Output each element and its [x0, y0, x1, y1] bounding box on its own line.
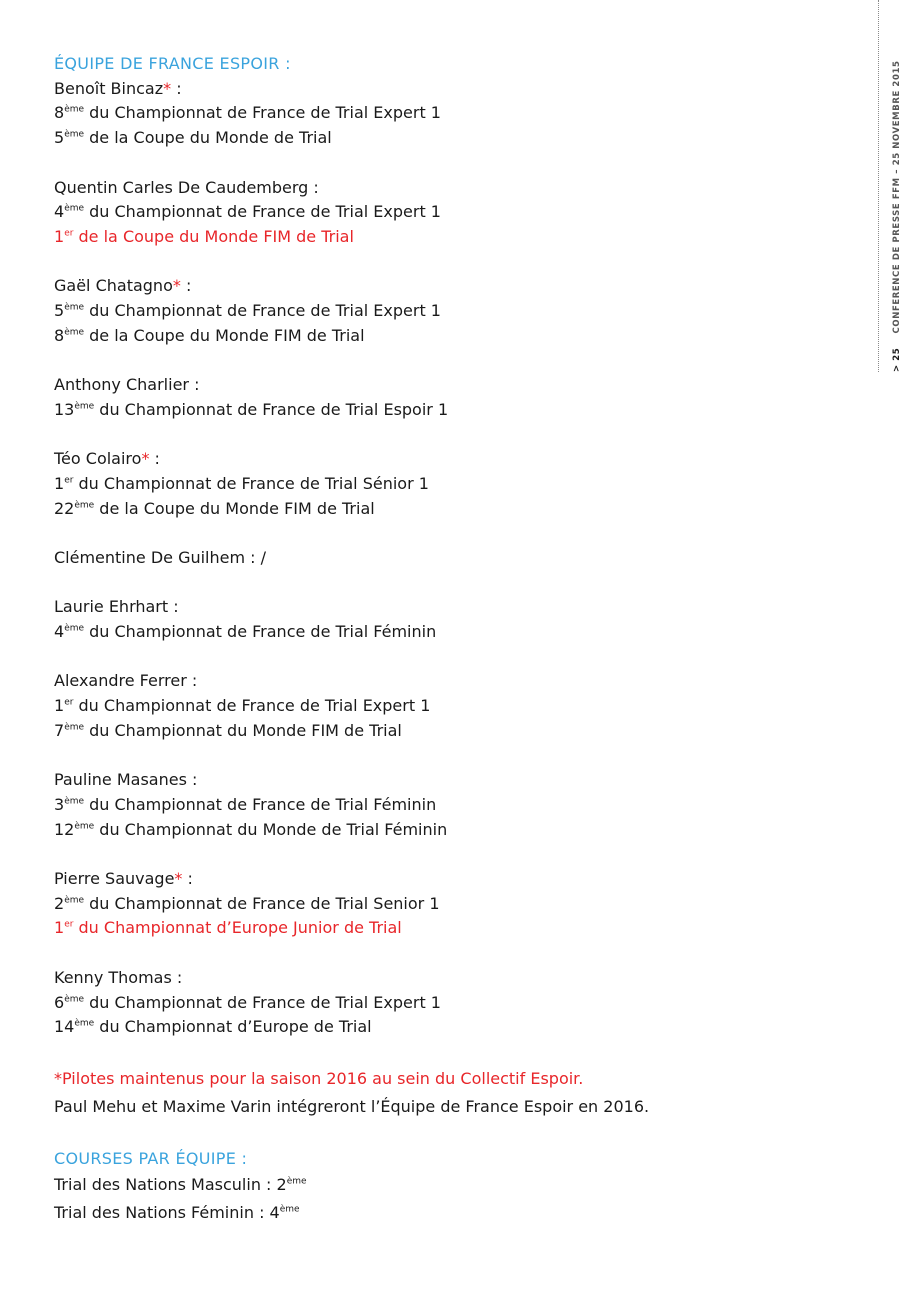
rider-name: Laurie Ehrhart: [54, 597, 169, 617]
rider-block: [54, 546, 834, 571]
rider-name-line: [54, 546, 834, 571]
sidebar-label: [892, 61, 902, 372]
rider-result: 7ème du Championnat du Monde FIM de Trial: [54, 720, 402, 740]
rider-result: 5ème de la Coupe du Monde de Trial: [54, 128, 332, 148]
page-number: > 25: [892, 347, 902, 372]
rider-name-line: [54, 274, 834, 299]
rider-name-line: [54, 176, 834, 201]
rider-star: *: [163, 78, 172, 98]
rider-star: *: [174, 869, 183, 889]
rider-name-line: [54, 669, 834, 694]
rider-colon: :: [182, 869, 193, 889]
rider-name: Alexandre Ferrer: [54, 671, 187, 691]
rider-star: *: [172, 276, 181, 296]
rider-colon: :: [168, 597, 179, 617]
rider-result: 13ème du Championnat de France de Trial Espoir 1: [54, 399, 449, 419]
rider-result: 1er du Championnat d’Europe Junior de Trial: [54, 918, 402, 938]
rider-result: 4ème du Championnat de France de Trial Féminin: [54, 622, 437, 642]
rider-result: 1er de la Coupe du Monde FIM de Trial: [54, 226, 354, 246]
rider-name: Pauline Masanes: [54, 770, 187, 790]
rider-colon: :: [171, 967, 183, 987]
rider-name: Pierre Sauvage: [54, 869, 175, 889]
rider-name-line: [54, 867, 834, 892]
rider-name-line: [54, 966, 834, 991]
team-race-line: Trial des Nations Masculin : 2ème: [54, 1175, 307, 1195]
rider-result: 5ème du Championnat de France de Trial Expert 1: [54, 301, 441, 320]
rider-name-line: [54, 447, 834, 472]
rider-block: [54, 447, 834, 521]
rider-star: *: [141, 449, 150, 469]
rider-name-line: [54, 373, 834, 398]
rider-name-line: [54, 77, 834, 102]
rider-name-line: [54, 595, 834, 620]
rider-name: Téo Colairo: [54, 449, 142, 469]
rider-block: [54, 966, 834, 1040]
rider-name: Clémentine De Guilhem: [54, 547, 246, 567]
rider-result: 2ème du Championnat de France de Trial Senior 1: [54, 893, 440, 913]
page-content: [54, 52, 834, 1227]
rider-result: 8ème de la Coupe du Monde FIM de Trial: [54, 325, 365, 345]
rider-name: Gaël Chatagno: [54, 276, 173, 296]
rider-block: [54, 768, 834, 842]
rider-name: Benoît Bincaz: [54, 78, 164, 98]
team-races-section: [54, 1147, 834, 1228]
integration-note: Paul Mehu et Maxime Varin intégreront l’Équipe de France Espoir en 2016.: [54, 1096, 650, 1116]
rider-colon: :: [149, 449, 160, 469]
rider-result: 6ème du Championnat de France de Trial Expert 1: [54, 992, 441, 1012]
rider-name: Kenny Thomas: [54, 967, 172, 987]
rider-result: 14ème du Championnat d’Europe de Trial: [54, 1017, 372, 1037]
rider-block: [54, 595, 834, 644]
sidebar-rule: [868, 0, 879, 372]
rider-colon: :: [186, 671, 198, 691]
rider-colon: :: [180, 276, 192, 296]
rider-colon: :: [186, 770, 198, 790]
conference-label: CONFERENCE DE PRESSE FFM – 25 NOVEMBRE 2015: [892, 60, 902, 334]
rider-name: Anthony Charlier: [54, 375, 189, 395]
rider-block: [54, 669, 834, 743]
team-race-line: Trial des Nations Féminin : 4ème: [54, 1203, 300, 1223]
riders-list: [54, 77, 834, 1040]
rider-colon: :: [308, 177, 319, 197]
rider-name-line: [54, 768, 834, 793]
section-title-espoir: ÉQUIPE DE FRANCE ESPOIR :: [54, 54, 291, 73]
section-title-team-races: COURSES PAR ÉQUIPE :: [54, 1148, 248, 1168]
rider-block: [54, 274, 834, 348]
rider-result: 12ème du Championnat du Monde de Trial Féminin: [54, 819, 448, 839]
rider-result: 1er du Championnat de France de Trial Sénior 1: [54, 473, 429, 493]
rider-name: Quentin Carles De Caudemberg: [54, 177, 309, 197]
rider-result: 22ème de la Coupe du Monde FIM de Trial: [54, 498, 375, 518]
notes: [54, 1065, 834, 1121]
rider-colon: :: [189, 375, 200, 395]
rider-colon: :: [171, 78, 182, 98]
rider-result: 4ème du Championnat de France de Trial Expert 1: [54, 202, 441, 222]
rider-block: [54, 176, 834, 250]
rider-block: [54, 373, 834, 422]
star-note: *Pilotes maintenus pour la saison 2016 au sein du Collectif Espoir.: [54, 1068, 584, 1088]
rider-block: [54, 867, 834, 941]
rider-result: 1er du Championnat de France de Trial Expert 1: [54, 696, 431, 716]
rider-result: 3ème du Championnat de France de Trial Féminin: [54, 794, 437, 814]
rider-block: [54, 77, 834, 151]
rider-result: 8ème du Championnat de France de Trial Expert 1: [54, 103, 441, 123]
rider-colon: : /: [245, 547, 267, 567]
